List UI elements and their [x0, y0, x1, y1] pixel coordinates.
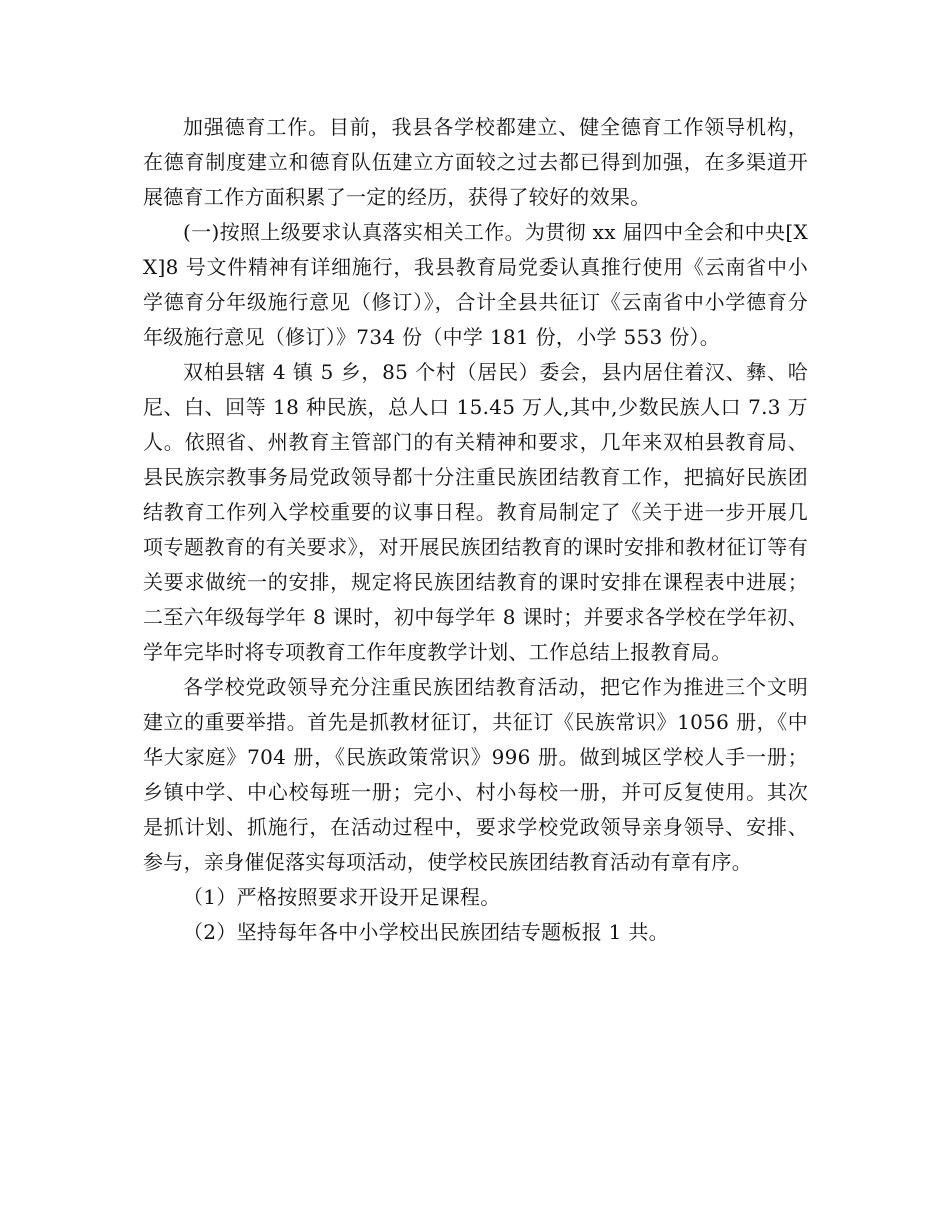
document-body [143, 110, 808, 950]
paragraph-school-leadership: 各学校党政领导充分注重民族团结教育活动，把它作为推进三个文明建立的重要举措。首先是抓教材征订，共征订《民族常识》1056 册，《中华大家庭》704 册，《民族政策常识》996 册。做到城区学校人手一册；乡镇中学、中心校每班一册；完小、村小每校一册，并可反复使用。其次是抓计划、抓施行，在活动过程中，要求学校党政领导亲身领导、安排、参与，亲身催促落实每项活动，使学校民族团结教育活动有章有序。 [143, 675, 808, 874]
paragraph-section-one: (一)按照上级要求认真落实相关工作。为贯彻 xx 届四中全会和中央[XX]8 号文件精神有详细施行，我县教育局党委认真推行使用《云南省中小学德育分年级施行意见（修订）》，合计全县共征订《云南省中小学德育分年级施行意见（修订）》734 份（中学 181 份，小学 553 份）。 [143, 220, 808, 349]
list-item-1: （1）严格按照要求开设开足课程。 [183, 885, 501, 909]
paragraph-moral-education-intro: 加强德育工作。目前，我县各学校都建立、健全德育工作领导机构，在德育制度建立和德育队伍建立方面较之过去都已得到加强，在多渠道开展德育工作方面积累了一定的经历，获得了较好的效果。 [143, 115, 808, 209]
paragraph-county-overview: 双柏县辖 4 镇 5 乡，85 个村（居民）委会，县内居住着汉、彝、哈尼、白、回等 18 种民族，总人口 15.45 万人,其中,少数民族人口 7.3 万人。依照省、州教育主管部门的有关精神和要求，几年来双柏县教育局、县民族宗教事务局党政领导都十分注重民族团结教育工作，把搞好民族团结教育工作列入学校重要的议事日程。教育局制定了《关于进一步开展几项专题教育的有关要求》，对开展民族团结教育的课时安排和教材征订等有关要求做统一的安排，规定将民族团结教育的课时安排在课程表中进展；二至六年级每学年 8 课时，初中每学年 8 课时；并要求各学校在学年初、学年完毕时将专项教育工作年度教学计划、工作总结上报教育局。 [143, 360, 808, 664]
list-item-2: （2）坚持每年各中小学校出民族团结专题板报 1 共。 [183, 920, 669, 944]
